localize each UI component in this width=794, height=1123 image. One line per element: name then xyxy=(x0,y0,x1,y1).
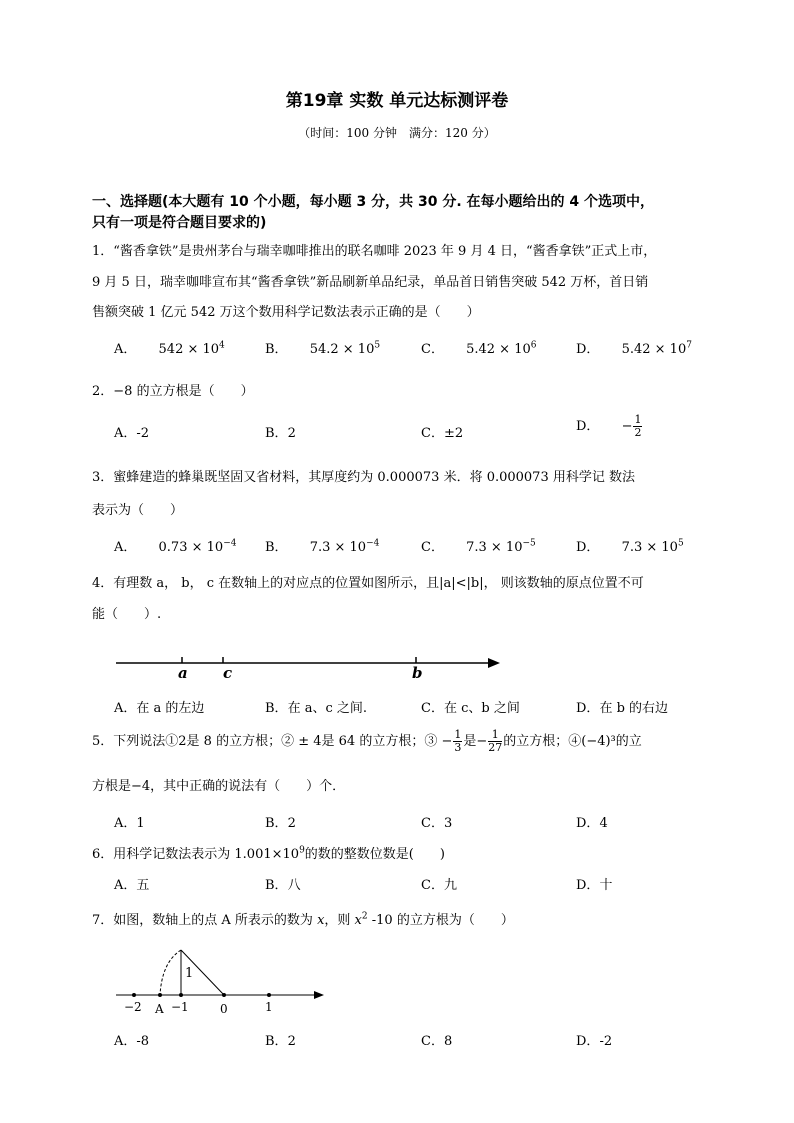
option-label: D． xyxy=(576,816,600,831)
option-label: B． xyxy=(265,342,288,357)
label-neg1: −1 xyxy=(171,1000,189,1014)
arrow-head-icon xyxy=(488,658,500,668)
option-exponent: −5 xyxy=(522,538,536,549)
option-value: 在 a、c 之间. xyxy=(287,701,367,716)
q2-stem: 2．−8 的立方根是（ ） xyxy=(92,384,254,399)
q6-option-c[interactable] xyxy=(421,874,457,893)
option-value: 2 xyxy=(287,816,296,831)
label-neg2: −2 xyxy=(124,1000,142,1014)
q7-option-a[interactable] xyxy=(114,1030,149,1049)
option-exponent: 5 xyxy=(374,340,381,351)
option-value: 九 xyxy=(443,878,457,893)
q7-number-line-figure xyxy=(110,940,340,1020)
option-value: 8 xyxy=(443,1034,453,1049)
option-label: D． xyxy=(576,878,600,893)
q7-variable-x: x xyxy=(317,913,325,928)
option-value: 八 xyxy=(287,878,301,893)
option-label: B． xyxy=(265,878,288,893)
fraction-one-twentyseventh xyxy=(488,729,502,754)
fraction-numerator: 1 xyxy=(634,413,642,426)
q4-option-b[interactable] xyxy=(265,697,367,716)
option-exponent: 6 xyxy=(530,340,537,351)
option-value: -2 xyxy=(136,426,150,441)
option-value: 1 xyxy=(136,816,145,831)
option-value: 在 b 的右边 xyxy=(599,701,669,716)
option-label: A． xyxy=(114,426,137,441)
option-label: C． xyxy=(421,816,444,831)
page-subtitle: （时间：100 分钟 满分：120 分） xyxy=(298,126,496,140)
q7-text-part3: -10 的立方根为（ ） xyxy=(367,913,514,928)
option-value: 7.3 × 10 xyxy=(309,540,367,555)
q3-stem-line1: 3．蜜蜂建造的蜂巢既坚固又省材料，其厚度约为 0.000073 米．将 0.000073 用科学记 数法 xyxy=(92,470,635,485)
option-exponent: 7 xyxy=(686,340,692,351)
option-sign: − xyxy=(621,419,633,434)
q5-option-a[interactable] xyxy=(114,812,145,831)
q6-option-a[interactable] xyxy=(114,874,149,893)
q4-option-c[interactable] xyxy=(421,697,520,716)
fraction-denominator: 2 xyxy=(634,426,642,439)
option-label: B． xyxy=(265,701,288,716)
q5-option-d[interactable] xyxy=(576,812,608,831)
dashed-arc xyxy=(160,950,181,995)
height-label: 1 xyxy=(185,966,194,981)
option-label: C． xyxy=(421,342,444,357)
q3-option-a[interactable] xyxy=(114,536,236,555)
option-label: D． xyxy=(576,701,600,716)
fraction-numerator: 1 xyxy=(454,728,462,741)
option-value: -8 xyxy=(136,1034,150,1049)
q5-text-part3: 的立方根；④(−4)³的立 xyxy=(503,734,642,749)
q5-option-c[interactable] xyxy=(421,812,452,831)
option-value: 7.3 × 10 xyxy=(466,540,523,555)
q1-option-d[interactable] xyxy=(576,338,692,357)
option-value: 十 xyxy=(599,878,613,893)
fraction-denominator: 27 xyxy=(488,741,503,754)
q4-stem-line2: 能（ ）. xyxy=(92,607,162,622)
arrow-head-icon xyxy=(314,991,324,999)
section-heading-line1: 一、选择题(本大题有 10 个小题，每小题 3 分，共 30 分. 在每小题给出的 4 个选项中， xyxy=(92,194,655,210)
q1-option-b[interactable] xyxy=(265,338,380,357)
option-value: 4 xyxy=(599,816,608,831)
q1-stem-line3: 售额突破 1 亿元 542 万这个数用科学记数法表示正确的是（ ） xyxy=(92,305,480,320)
option-value: 3 xyxy=(443,816,453,831)
q3-option-d[interactable] xyxy=(576,536,684,555)
option-exponent: 5 xyxy=(677,538,684,549)
label-zero: 0 xyxy=(220,1002,228,1016)
q4-stem-line1: 4．有理数 a， b， c 在数轴上的对应点的位置如图所示，且|a|<|b|， 则该数轴的原点位置不可 xyxy=(92,576,644,591)
option-label: A． xyxy=(114,701,137,716)
option-label: A． xyxy=(114,878,137,893)
fraction-one-third xyxy=(453,729,462,754)
option-value: ±2 xyxy=(443,426,464,441)
option-label: C． xyxy=(421,426,444,441)
q3-option-b[interactable] xyxy=(265,536,379,555)
q5-option-b[interactable] xyxy=(265,812,296,831)
q7-text-part2: ，则 xyxy=(324,913,355,928)
point-a-label: a xyxy=(178,664,188,682)
q7-variable-x2: x xyxy=(354,913,362,928)
option-label: C． xyxy=(421,701,444,716)
point-b-label: b xyxy=(412,664,423,682)
option-value: 2 xyxy=(287,426,296,441)
option-label: C． xyxy=(421,540,444,555)
q4-option-d[interactable] xyxy=(576,697,668,716)
option-value: 7.3 × 10 xyxy=(621,540,678,555)
option-value: 2 xyxy=(287,1034,296,1049)
q6-text-part2: 的数的整数位数是( ) xyxy=(304,847,445,862)
q6-exponent: 9 xyxy=(299,845,305,856)
q3-option-c[interactable] xyxy=(421,536,536,555)
option-value: 5.42 × 10 xyxy=(466,342,531,357)
q2-option-b[interactable] xyxy=(265,422,296,441)
option-label: C． xyxy=(421,878,444,893)
option-value: 0.73 × 10 xyxy=(158,540,224,555)
option-value: 54.2 × 10 xyxy=(309,342,375,357)
option-label: D． xyxy=(576,342,600,357)
q5-text-part2: 是− xyxy=(463,734,488,749)
q6-stem xyxy=(92,843,445,862)
section-heading-line2: 只有一项是符合题目要求的) xyxy=(92,215,267,231)
option-label: B． xyxy=(265,540,288,555)
fraction xyxy=(633,414,642,439)
q4-number-line-figure xyxy=(110,645,510,687)
option-label: D． xyxy=(576,419,600,434)
option-label: A． xyxy=(114,1034,137,1049)
option-value: 542 × 10 xyxy=(158,342,220,357)
q1-option-a[interactable] xyxy=(114,338,225,357)
option-value: 5.42 × 10 xyxy=(621,342,687,357)
fraction-denominator: 3 xyxy=(454,741,462,754)
q1-stem-line2: 9 月 5 日，瑞幸咖啡宣布其“酱香拿铁”新品刷新单品纪录，单品首日销售突破 542 万杯，首日销 xyxy=(92,275,649,290)
option-value: -2 xyxy=(599,1034,613,1049)
label-a: A xyxy=(155,1002,164,1016)
q7-option-b[interactable] xyxy=(265,1030,296,1049)
option-exponent: 4 xyxy=(219,340,225,351)
label-one: 1 xyxy=(265,1000,273,1014)
option-label: C． xyxy=(421,1034,444,1049)
option-label: A． xyxy=(114,540,137,555)
q6-text-part1: 6．用科学记数法表示为 1.001×10 xyxy=(92,847,300,862)
option-value: 在 a 的左边 xyxy=(136,701,205,716)
q7-option-d[interactable] xyxy=(576,1030,612,1049)
option-label: A． xyxy=(114,342,137,357)
q6-option-b[interactable] xyxy=(265,874,301,893)
q7-text-part1: 7．如图，数轴上的点 A 所表示的数为 xyxy=(92,913,318,928)
option-label: D． xyxy=(576,540,600,555)
q1-option-c[interactable] xyxy=(421,338,536,357)
point-c-label: c xyxy=(223,664,233,682)
point-a xyxy=(158,993,162,997)
q7-option-c[interactable] xyxy=(421,1030,452,1049)
q1-stem-line1: 1．“酱香拿铁”是贵州茅台与瑞幸咖啡推出的联名咖啡 2023 年 9 月 4 日，“酱香拿铁”正式上市， xyxy=(92,244,657,259)
option-label: B． xyxy=(265,816,288,831)
point-one xyxy=(267,993,271,997)
q3-stem-line2: 表示为（ ） xyxy=(92,503,184,518)
q2-option-a[interactable] xyxy=(114,422,149,441)
q6-option-d[interactable] xyxy=(576,874,612,893)
page-title: 第19章 实数 单元达标测评卷 xyxy=(285,91,509,111)
q4-option-a[interactable] xyxy=(114,697,204,716)
option-exponent: −4 xyxy=(223,538,237,549)
fraction-numerator: 1 xyxy=(488,729,502,742)
option-label: B． xyxy=(265,426,288,441)
option-value: 在 c、b 之间 xyxy=(443,701,520,716)
option-value: 五 xyxy=(136,878,150,893)
option-label: A． xyxy=(114,816,137,831)
q5-text-part1: 5．下列说法①2是 8 的立方根；② ± 4是 64 的立方根；③ − xyxy=(92,734,453,749)
q2-option-c[interactable] xyxy=(421,422,463,441)
q5-stem-line2: 方根是−4，其中正确的说法有（ ）个． xyxy=(92,779,346,794)
q5-stem-line1 xyxy=(92,729,642,754)
point-zero xyxy=(222,993,226,997)
option-exponent: −4 xyxy=(366,538,380,549)
q7-stem xyxy=(92,909,514,928)
point-neg2 xyxy=(132,993,136,997)
option-label: D． xyxy=(576,1034,600,1049)
q7-exponent: 2 xyxy=(361,911,368,922)
q2-option-d[interactable] xyxy=(576,414,643,439)
option-label: B． xyxy=(265,1034,288,1049)
point-neg1 xyxy=(179,993,183,997)
